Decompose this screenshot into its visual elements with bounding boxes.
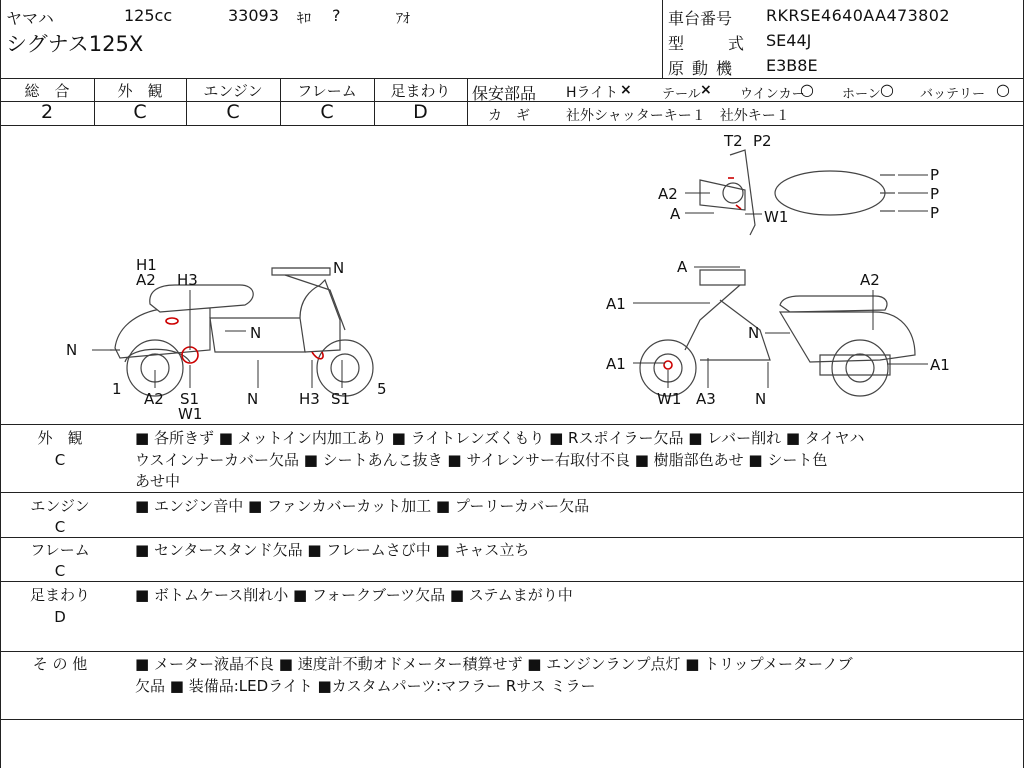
other-comment-label: そ の 他: [32, 655, 88, 673]
label-1: 1: [112, 380, 122, 398]
label-w1: W1: [657, 390, 682, 408]
exterior-comment-line: ウスインナーカバー欠品 ■ シートあんこ抜き ■ サイレンサー右取付不良 ■ 樹脂部色あせ ■ シート色: [135, 451, 828, 469]
horn-label: ホーン: [842, 87, 881, 102]
exterior-grade: C: [133, 101, 147, 123]
label-a: A: [677, 258, 688, 276]
overall-grade: 2: [40, 101, 54, 123]
label-t2: T2: [724, 132, 743, 150]
label-s1: S1: [331, 390, 351, 408]
engine-comment-line: ■ エンジン音中 ■ ファンカバーカット加工 ■ プーリーカバー欠品: [135, 497, 590, 515]
label-h3: H3: [299, 390, 320, 408]
mileage-note: ?: [332, 6, 341, 25]
frame-comment-grade: C: [54, 562, 66, 580]
engine-comment-label: エンジン: [30, 497, 90, 515]
other-comment-line: ■ メーター液晶不良 ■ 速度計不動オドメーター積算せず ■ エンジンランプ点灯 ■ トリップメーターノブ: [135, 655, 853, 673]
battery-status: ○: [996, 80, 1010, 99]
key-label: カ ギ: [488, 108, 530, 124]
color: ｱｵ: [396, 11, 410, 27]
maker: ヤマハ: [6, 9, 54, 28]
frame-no: RKRSE4640AA473802: [766, 6, 950, 25]
label-5: 5: [377, 380, 387, 398]
label-p: P: [930, 204, 940, 222]
label-a1: A1: [930, 356, 950, 374]
overall-label: 総 合: [24, 82, 70, 100]
scooter-top-view: [700, 150, 895, 235]
label-w1: W1: [178, 405, 203, 423]
frame-grade: C: [320, 101, 334, 123]
label-p: P: [930, 166, 940, 184]
suspension-label: 足まわり: [390, 82, 451, 100]
damage-marks-right: [664, 361, 672, 369]
label-n: N: [748, 324, 760, 342]
horn-status: ○: [880, 80, 894, 99]
label-a2: A2: [136, 271, 156, 289]
battery-label: バッテリー: [920, 87, 986, 102]
tail-status: ×: [700, 82, 712, 98]
engine-comment-grade: C: [54, 518, 66, 536]
label-n: N: [333, 259, 345, 277]
label-h1: H1: [136, 256, 157, 274]
suspension-grade: D: [413, 101, 428, 123]
model-name: シグナス125X: [6, 32, 144, 56]
tail-label: テール: [662, 87, 701, 102]
type: SE44J: [766, 31, 812, 50]
mileage-unit: ｷﾛ: [297, 11, 311, 27]
engine-label: エンジン: [203, 82, 263, 100]
label-a3: A3: [696, 390, 716, 408]
label-a: A: [670, 205, 681, 223]
label-p: P: [930, 185, 940, 203]
frame-comment-line: ■ センタースタンド欠品 ■ フレームさび中 ■ キャス立ち: [135, 541, 530, 559]
other-comment-line: 欠品 ■ 装備品:LEDライト ■カスタムパーツ:マフラー Rサス ミラー: [135, 677, 596, 695]
engine-label: 原動機: [668, 59, 741, 78]
frame-no-label: 車台番号: [668, 9, 733, 28]
suspension-comment-grade: D: [54, 608, 66, 626]
label-a2: A2: [144, 390, 164, 408]
type-label: 型 式: [668, 34, 759, 53]
mileage: 33093: [228, 6, 279, 25]
headlight-status: ×: [620, 82, 632, 98]
label-p2: P2: [753, 132, 772, 150]
exterior-comment-label: 外 観: [37, 429, 83, 447]
safety-label: 保安部品: [472, 84, 537, 103]
key-info: 社外シャッターキー１ 社外キー１: [566, 108, 790, 124]
engine-model: E3B8E: [766, 56, 818, 75]
label-s1: S1: [180, 390, 200, 408]
label-a1: A1: [606, 355, 626, 373]
headlight-label: Hライト: [566, 85, 619, 101]
frame-comment-label: フレーム: [30, 541, 90, 559]
winker-label: ウインカー: [740, 87, 805, 102]
label-n: N: [247, 390, 259, 408]
exterior-comment-line: ■ 各所きず ■ メットイン内加工あり ■ ライトレンズくもり ■ Rスポイラー欠品 ■ レバー削れ ■ タイヤハ: [135, 429, 865, 447]
label-a2: A2: [860, 271, 880, 289]
frame-label: フレーム: [297, 82, 357, 100]
displacement: 125cc: [124, 6, 173, 25]
engine-grade: C: [226, 101, 240, 123]
label-a1: A1: [606, 295, 626, 313]
label-w1: W1: [764, 208, 789, 226]
suspension-comment-label: 足まわり: [29, 586, 90, 604]
label-n: N: [755, 390, 767, 408]
label-n: N: [66, 341, 78, 359]
exterior-comment-line: あせ中: [135, 472, 181, 490]
winker-status: ○: [800, 80, 814, 99]
label-a2: A2: [658, 185, 678, 203]
exterior-comment-grade: C: [54, 451, 66, 469]
exterior-label: 外 観: [117, 82, 163, 100]
suspension-comment-line: ■ ボトムケース削れ小 ■ フォークブーツ欠品 ■ ステムまがり中: [135, 586, 573, 604]
label-h3: H3: [177, 271, 198, 289]
label-n: N: [250, 324, 262, 342]
